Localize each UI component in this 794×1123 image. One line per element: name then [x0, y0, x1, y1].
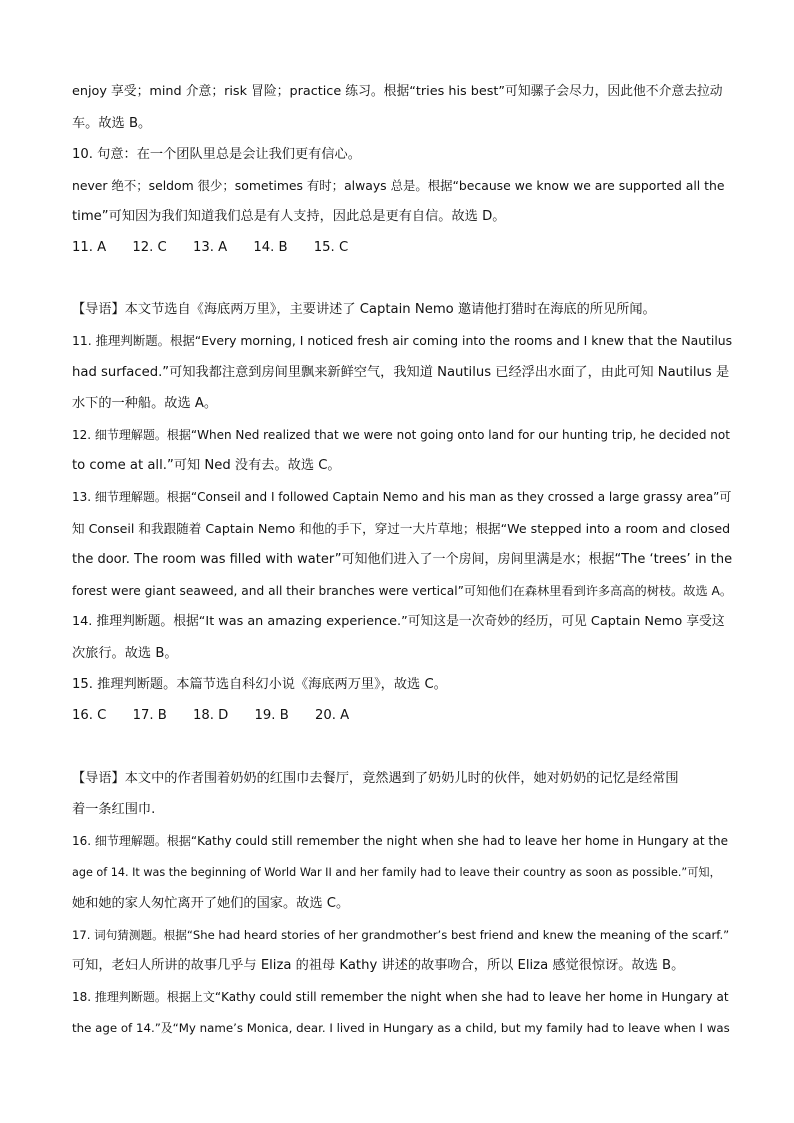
text-line: to come at all.”可知 Ned 没有去。故选 C。 [72, 458, 341, 473]
text-line: had surfaced.”可知我都注意到房间里飘来新鲜空气，我知道 Nautilus 已经浮出水面了，由此可知 Nautilus 是 [72, 365, 730, 380]
text-line: 她和她的家人匆忙离开了她们的国家。故选 C。 [72, 896, 350, 911]
text-line: 次旅行。故选 B。 [72, 646, 178, 661]
answer-item: 15. C [313, 240, 349, 255]
text-line: 15. 推理判断题。本篇节选自科幻小说《海底两万里》，故选 C。 [72, 677, 447, 692]
text-line: 水下的一种船。故选 A。 [72, 396, 218, 411]
text-line: time”可知因为我们知道我们总是有人支持，因此总是更有自信。故选 D。 [72, 209, 506, 224]
text-line: 14. 推理判断题。根据“It was an amazing experience.”可知这是一次奇妙的经历，可见 Captain Nemo 享受这 [72, 614, 725, 629]
answer-item: 20. A [314, 708, 350, 723]
text-line: 10. 句意：在一个团队里总是会让我们更有信心。 [72, 147, 361, 162]
answer-item: 19. B [254, 708, 289, 723]
text-line: never 绝不；seldom 很少；sometimes 有时；always 总是。根据“because we know we are supported all the [72, 178, 725, 193]
text-line: 13. 细节理解题。根据“Conseil and I followed Captain Nemo and his man as they crossed a large grassy area”可 [72, 490, 732, 504]
text-line: the age of 14.”及“My name’s Monica, dear. I lived in Hungary as a child, but my family had to leave when I was [72, 1021, 730, 1035]
text-line: age of 14. It was the beginning of World War II and her family had to leave their country as soon as possible.”可知， [72, 866, 721, 879]
answer-item: 11. A [72, 240, 107, 255]
text-line: 知 Conseil 和我跟随着 Captain Nemo 和他的手下，穿过一大片草地；根据“We stepped into a room and closed [72, 521, 731, 536]
text-line: enjoy 享受；mind 介意；risk 冒险；practice 练习。根据“tries his best”可知骡子会尽力，因此他不介意去拉动 [72, 84, 723, 99]
answer-item: 14. B [253, 240, 288, 255]
answer-item: 12. C [132, 240, 167, 255]
answer-item: 17. B [132, 708, 167, 723]
section-intro: 【导语】本文节选自《海底两万里》，主要讲述了 Captain Nemo 邀请他打猎时在海底的所见所闻。 [72, 302, 656, 317]
answer-item: 18. D [193, 708, 229, 723]
text-line: 17. 词句猜测题。根据“She had heard stories of her grandmother’s best friend and knew the meaning of the scarf.” [72, 928, 730, 942]
section-intro: 【导语】本文中的作者围着奶奶的红围巾去餐厅，竟然遇到了奶奶儿时的伙伴，她对奶奶的记忆是经常围 [72, 771, 679, 786]
text-line: 着一条红围巾. [72, 802, 156, 817]
text-line: 11. 推理判断题。根据“Every morning, I noticed fresh air coming into the rooms and I knew that the Nautilus [72, 333, 733, 348]
answer-key-row [72, 707, 732, 725]
text-line: 16. 细节理解题。根据“Kathy could still remember the night when she had to leave her home in Hungary at the [72, 834, 729, 848]
text-line: 18. 推理判断题。根据上文“Kathy could still remember the night when she had to leave her home in Hungary at [72, 990, 729, 1004]
answer-key-row [72, 239, 732, 257]
text-line: 12. 细节理解题。根据“When Ned realized that we were not going onto land for our hunting trip, he decided not [72, 428, 730, 442]
text-line: 车。故选 B。 [72, 116, 152, 131]
answer-item: 13. A [192, 240, 228, 255]
text-line: the door. The room was filled with water”可知他们进入了一个房间，房间里满是水；根据“The ‘trees’ in the [72, 552, 733, 567]
text-line: forest were giant seaweed, and all their branches were vertical”可知他们在森林里看到许多高高的树枝。故选 A。 [72, 584, 733, 598]
answer-item: 16. C [72, 708, 107, 723]
text-line: 可知，老妇人所讲的故事几乎与 Eliza 的祖母 Kathy 讲述的故事吻合，所以 Eliza 感觉很惊讶。故选 B。 [72, 958, 685, 973]
